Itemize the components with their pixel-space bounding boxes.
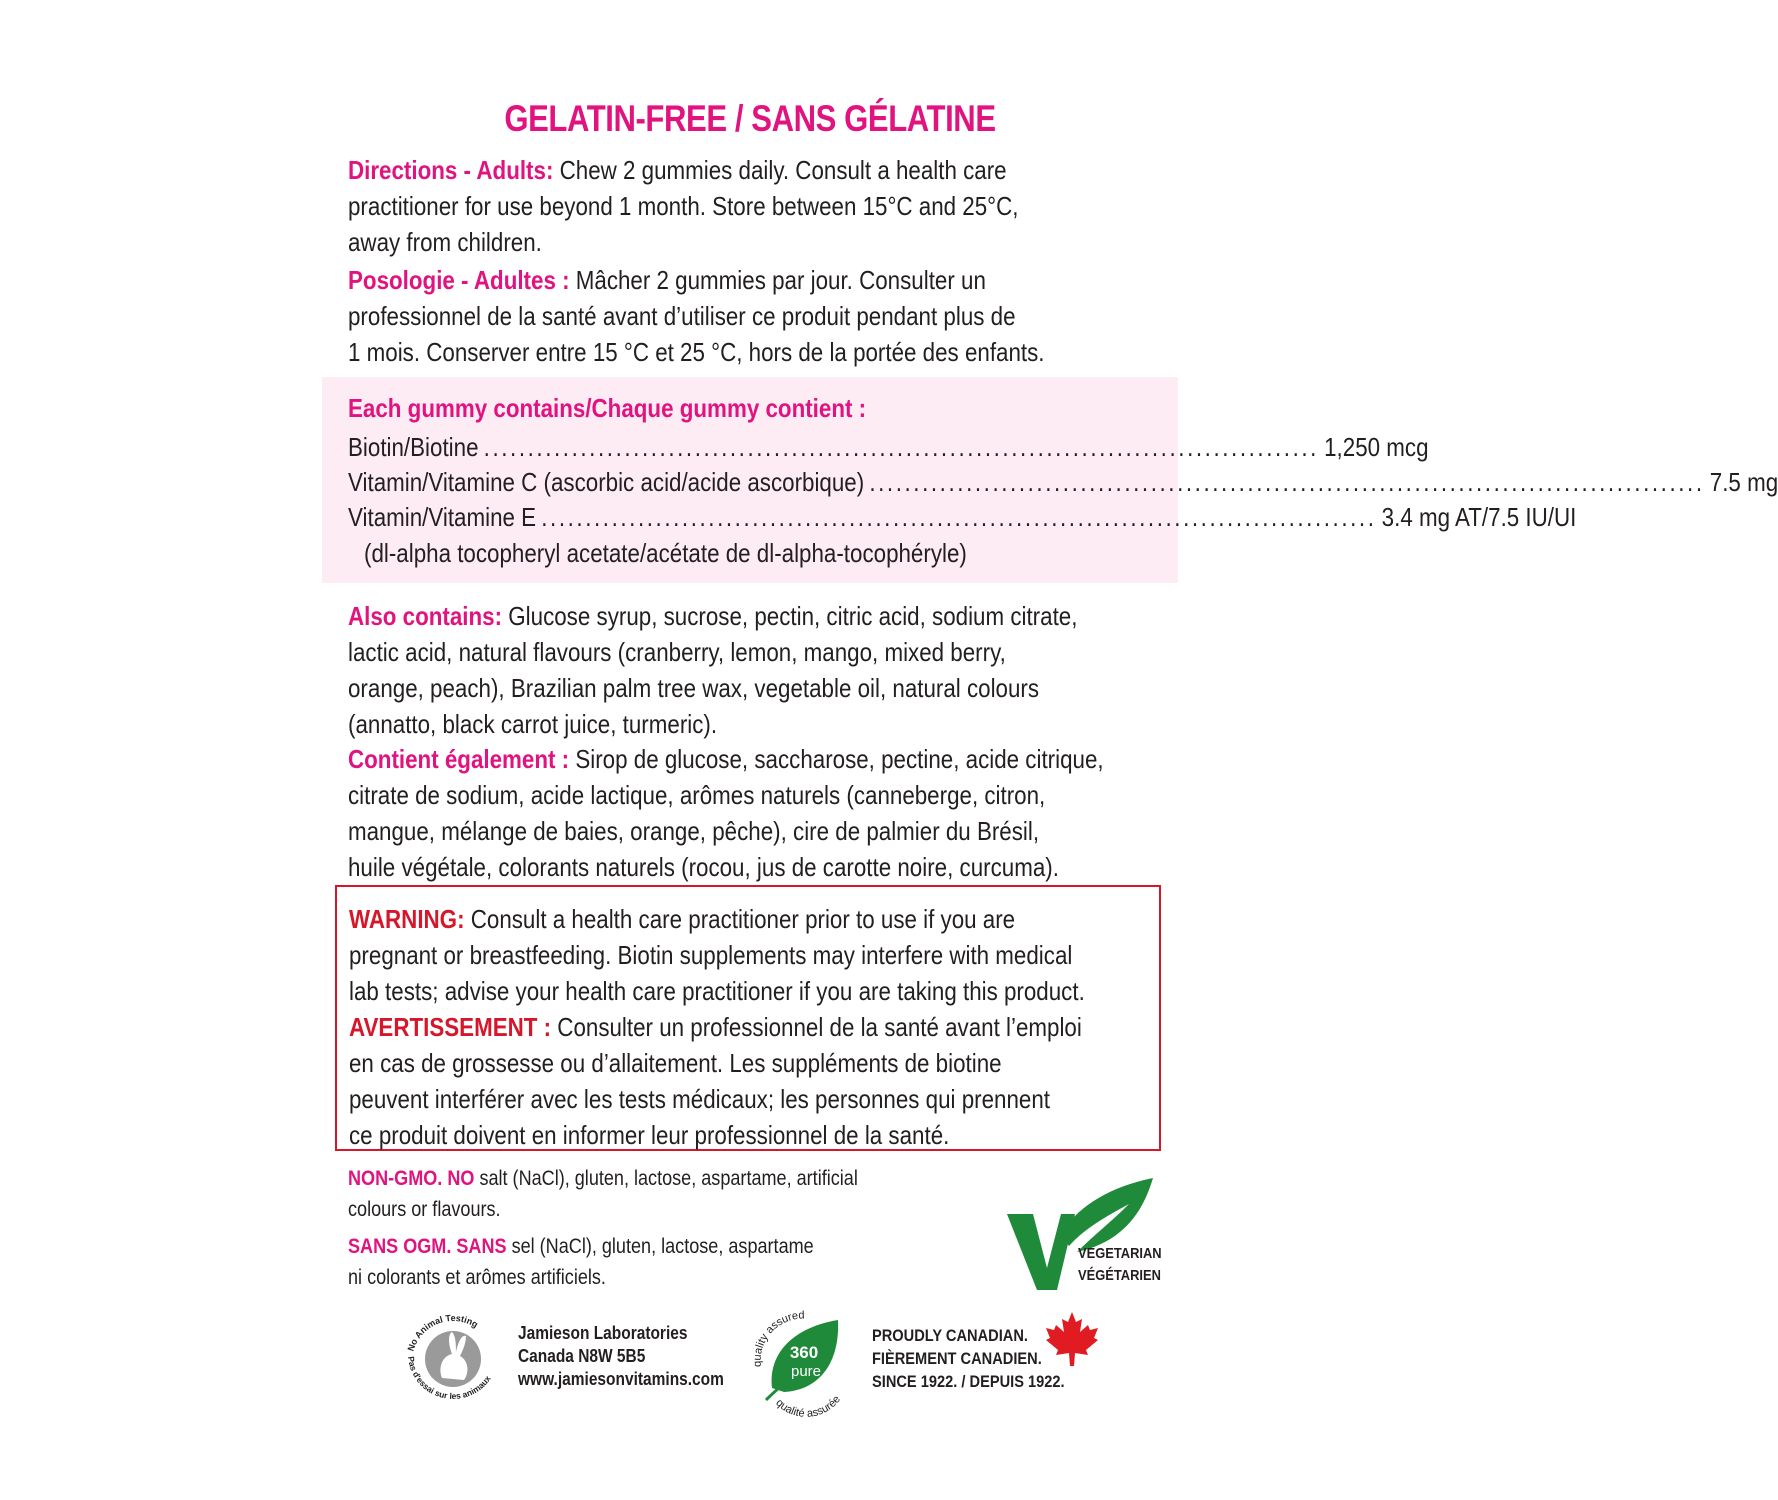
company-website: www.jamiesonvitamins.com — [518, 1369, 724, 1389]
also-en-label: Also contains: — [348, 601, 503, 631]
directions-en-line-3: away from children. — [348, 227, 542, 257]
quality-word: pure — [790, 1363, 822, 1380]
vegetarian-en: VEGETARIAN — [1078, 1245, 1162, 1262]
directions-en-text-1: Chew 2 gummies daily. Consult a health care — [553, 155, 1007, 185]
also-fr-line-3: mangue, mélange de baies, orange, pêche), cire de palmier du Brésil, — [348, 816, 1040, 846]
no-animal-testing-rabbit-icon — [398, 1304, 508, 1414]
also-contains-french — [348, 741, 1178, 885]
non-gmo-en-text-1: salt (NaCl), gluten, lactose, aspartame, artificial — [474, 1167, 858, 1190]
also-fr-label: Contient également : — [348, 744, 570, 774]
warning-en-line-1 — [349, 901, 1015, 937]
also-en-line-3: orange, peach), Brazilian palm tree wax, vegetable oil, natural colours — [348, 673, 1040, 703]
quality-assured-en: quality assured — [751, 1309, 805, 1368]
ingredient-row-vitamin-c — [348, 464, 1778, 500]
ingredient-name: Vitamin/Vitamine E — [348, 502, 537, 532]
quality-number: 360 — [789, 1343, 819, 1362]
also-fr-line-1 — [348, 741, 1104, 777]
company-info — [518, 1322, 724, 1391]
warning-en-label: WARNING: — [349, 904, 465, 934]
page-title: GELATIN-FREE / SANS GÉLATINE — [504, 98, 996, 139]
also-fr-line-2: citrate de sodium, acide lactique, arômes naturels (canneberge, citron, — [348, 780, 1046, 810]
non-gmo-fr-line-1 — [348, 1231, 814, 1262]
also-fr-line-4: huile végétale, colorants naturels (rocou, jus de carotte noire, curcuma). — [348, 852, 1059, 882]
dot-leader: ............................................................................................... — [483, 432, 1319, 462]
also-en-line-4: (annatto, black carrot juice, turmeric). — [348, 709, 718, 739]
warning-box — [335, 885, 1161, 1151]
also-en-line-1 — [348, 598, 1077, 634]
directions-fr-line-2: professionnel de la santé avant d’utiliser ce produit pendant plus de — [348, 301, 1016, 331]
warning-fr-line-4: ce produit doivent en informer leur professionnel de la santé. — [349, 1120, 950, 1150]
directions-en-label: Directions - Adults: — [348, 155, 554, 185]
since-1922: SINCE 1922. / DEPUIS 1922. — [872, 1372, 1065, 1391]
dot-leader: ............................................................................................... — [541, 502, 1377, 532]
warning-fr-line-2: en cas de grossesse ou d’allaitement. Les suppléments de biotine — [349, 1048, 1002, 1078]
company-address: Canada N8W 5B5 — [518, 1346, 646, 1366]
also-en-line-2: lactic acid, natural flavours (cranberry, lemon, mango, mixed berry, — [348, 637, 1006, 667]
non-gmo-en-label: NON-GMO. NO — [348, 1167, 475, 1190]
directions-english — [348, 152, 1178, 260]
warning-fr-text-1: Consulter un professionnel de la santé avant l’emploi — [551, 1012, 1082, 1042]
non-gmo-fr-line-2: ni colorants et arômes artificiels. — [348, 1266, 606, 1289]
directions-en-line-1 — [348, 152, 1007, 188]
company-name: Jamieson Laboratories — [518, 1323, 688, 1343]
non-gmo-en-line-2: colours or flavours. — [348, 1198, 501, 1221]
directions-french — [348, 262, 1178, 370]
ingredients-panel — [322, 377, 1778, 583]
warning-en-line-2: pregnant or breastfeeding. Biotin supplements may interfere with medical — [349, 940, 1073, 970]
maple-leaf-icon — [1044, 1310, 1100, 1366]
warning-fr-label: AVERTISSEMENT : — [349, 1012, 552, 1042]
warning-en-text-1: Consult a health care practitioner prior to use if you are — [464, 904, 1016, 934]
ingredient-amount: 1,250 mcg — [1324, 432, 1429, 462]
directions-fr-line-3: 1 mois. Conserver entre 15 °C et 25 °C, hors de la portée des enfants. — [348, 337, 1045, 367]
proudly-canadian — [872, 1324, 1065, 1393]
no-animal-testing-fr: Pas d'essai sur les animaux — [406, 1355, 493, 1402]
ingredient-name: Biotin/Biotine — [348, 432, 479, 462]
vegetarian-fr: VÉGÉTARIEN — [1078, 1267, 1161, 1284]
canadian-en: PROUDLY CANADIAN. — [872, 1326, 1028, 1345]
warning-english — [349, 901, 1154, 1009]
vitamin-e-source: (dl-alpha tocopheryl acetate/acétate de dl-alpha-tocophéryle) — [364, 538, 967, 568]
warning-en-line-3: lab tests; advise your health care practitioner if you are taking this product. — [349, 976, 1085, 1006]
ingredient-amount: 3.4 mg AT/7.5 IU/UI — [1381, 502, 1577, 532]
non-gmo-en-line-1 — [348, 1163, 858, 1194]
ingredient-row-biotin — [348, 429, 1429, 465]
also-en-text-1: Glucose syrup, sucrose, pectin, citric acid, sodium citrate, — [502, 601, 1078, 631]
warning-fr-line-1 — [349, 1009, 1082, 1045]
ingredients-heading: Each gummy contains/Chaque gummy contient : — [348, 393, 867, 423]
quality-assured-fr: qualité assurée — [773, 1393, 843, 1420]
ingredient-name: Vitamin/Vitamine C (ascorbic acid/acide ascorbique) — [348, 467, 865, 497]
svg-text:qualité assurée — [773, 1393, 843, 1420]
directions-fr-line-1 — [348, 262, 986, 298]
also-contains-english — [348, 598, 1178, 742]
warning-french — [349, 1009, 1154, 1153]
dot-leader: ............................................................................................... — [869, 467, 1705, 497]
directions-en-line-2: practitioner for use beyond 1 month. Store between 15°C and 25°C, — [348, 191, 1019, 221]
quality-assured-360-pure-leaf-icon — [740, 1300, 865, 1425]
non-gmo-fr-text-1: sel (NaCl), gluten, lactose, aspartame — [506, 1235, 814, 1258]
ingredient-amount: 7.5 mg — [1709, 467, 1778, 497]
non-gmo-french — [348, 1231, 890, 1293]
no-animal-testing-en: No Animal Testing — [405, 1312, 480, 1353]
non-gmo-english — [348, 1163, 941, 1225]
directions-fr-label: Posologie - Adultes : — [348, 265, 570, 295]
non-gmo-fr-label: SANS OGM. SANS — [348, 1235, 507, 1258]
ingredient-row-vitamin-e — [348, 499, 1577, 535]
warning-fr-line-3: peuvent interférer avec les tests médicaux; les personnes qui prennent — [349, 1084, 1051, 1114]
directions-fr-text-1: Mâcher 2 gummies par jour. Consulter un — [569, 265, 986, 295]
vegetarian-label — [1078, 1243, 1162, 1287]
also-fr-text-1: Sirop de glucose, saccharose, pectine, acide citrique, — [569, 744, 1104, 774]
canadian-fr: FIÈREMENT CANADIEN. — [872, 1349, 1042, 1368]
